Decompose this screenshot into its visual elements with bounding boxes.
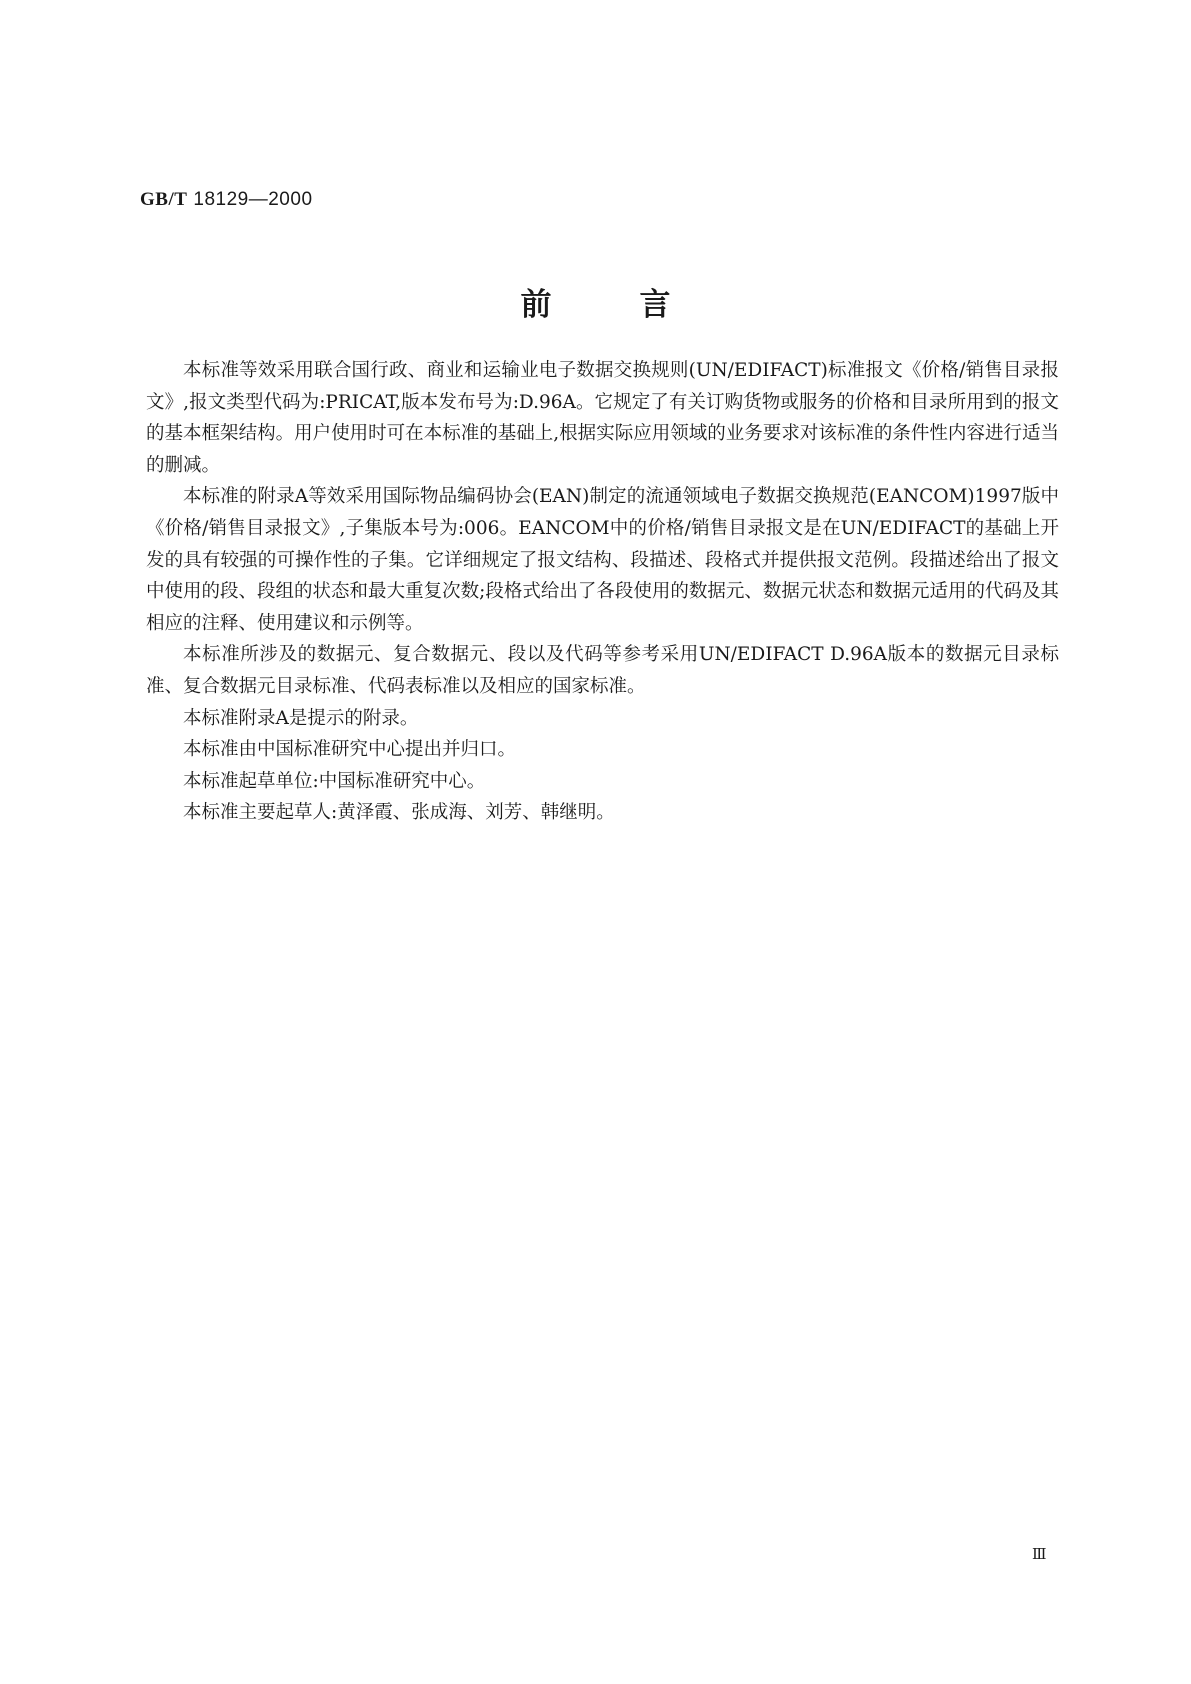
page-title [0,279,1191,324]
foreword-body [146,355,1059,829]
standard-prefix: GB/T [140,189,188,210]
page-number: Ⅲ [1032,1545,1047,1563]
standard-code [140,188,313,211]
paragraph-proposer: 本标准由中国标准研究中心提出并归口。 [183,739,517,761]
paragraph-drafting-unit: 本标准起草单位:中国标准研究中心。 [183,770,486,792]
paragraph-references: 本标准所涉及的数据元、复合数据元、段以及代码等参考采用UN/EDIFACT D.96A版本的数据元目录标准、复合数据元目录标准、代码表标准以及相应的国家标准。 [146,644,1059,697]
title-char-2: 言 [639,287,671,323]
title-char-1: 前 [520,287,552,323]
paragraph-appendix-note: 本标准附录A是提示的附录。 [183,707,419,729]
standard-number: 18129—2000 [193,189,313,210]
paragraph-appendix-a: 本标准的附录A等效采用国际物品编码协会(EAN)制定的流通领域电子数据交换规范(EANCOM)1997版中《价格/销售目录报文》,子集版本号为:006。EANCOM中的价格/销售目录报文是在UN/EDIFACT的基础上开发的具有较强的可操作性的子集。它详细规定了报文结构、段描述、段格式并提供报文范例。段描述给出了报文中使用的段、段组的状态和最大重复次数;段格式给出了各段使用的数据元、数据元状态和数据元适用的代码及其相应的注释、使用建议和示例等。 [146,486,1059,634]
paragraph-equivalence: 本标准等效采用联合国行政、商业和运输业电子数据交换规则(UN/EDIFACT)标准报文《价格/销售目录报文》,报文类型代码为:PRICAT,版本发布号为:D.96A。它规定了有关订购货物或服务的价格和目录所用到的报文的基本框架结构。用户使用时可在本标准的基础上,根据实际应用领域的业务要求对该标准的条件性内容进行适当的删减。 [146,360,1059,476]
paragraph-drafters: 本标准主要起草人:黄泽霞、张成海、刘芳、韩继明。 [183,802,615,824]
